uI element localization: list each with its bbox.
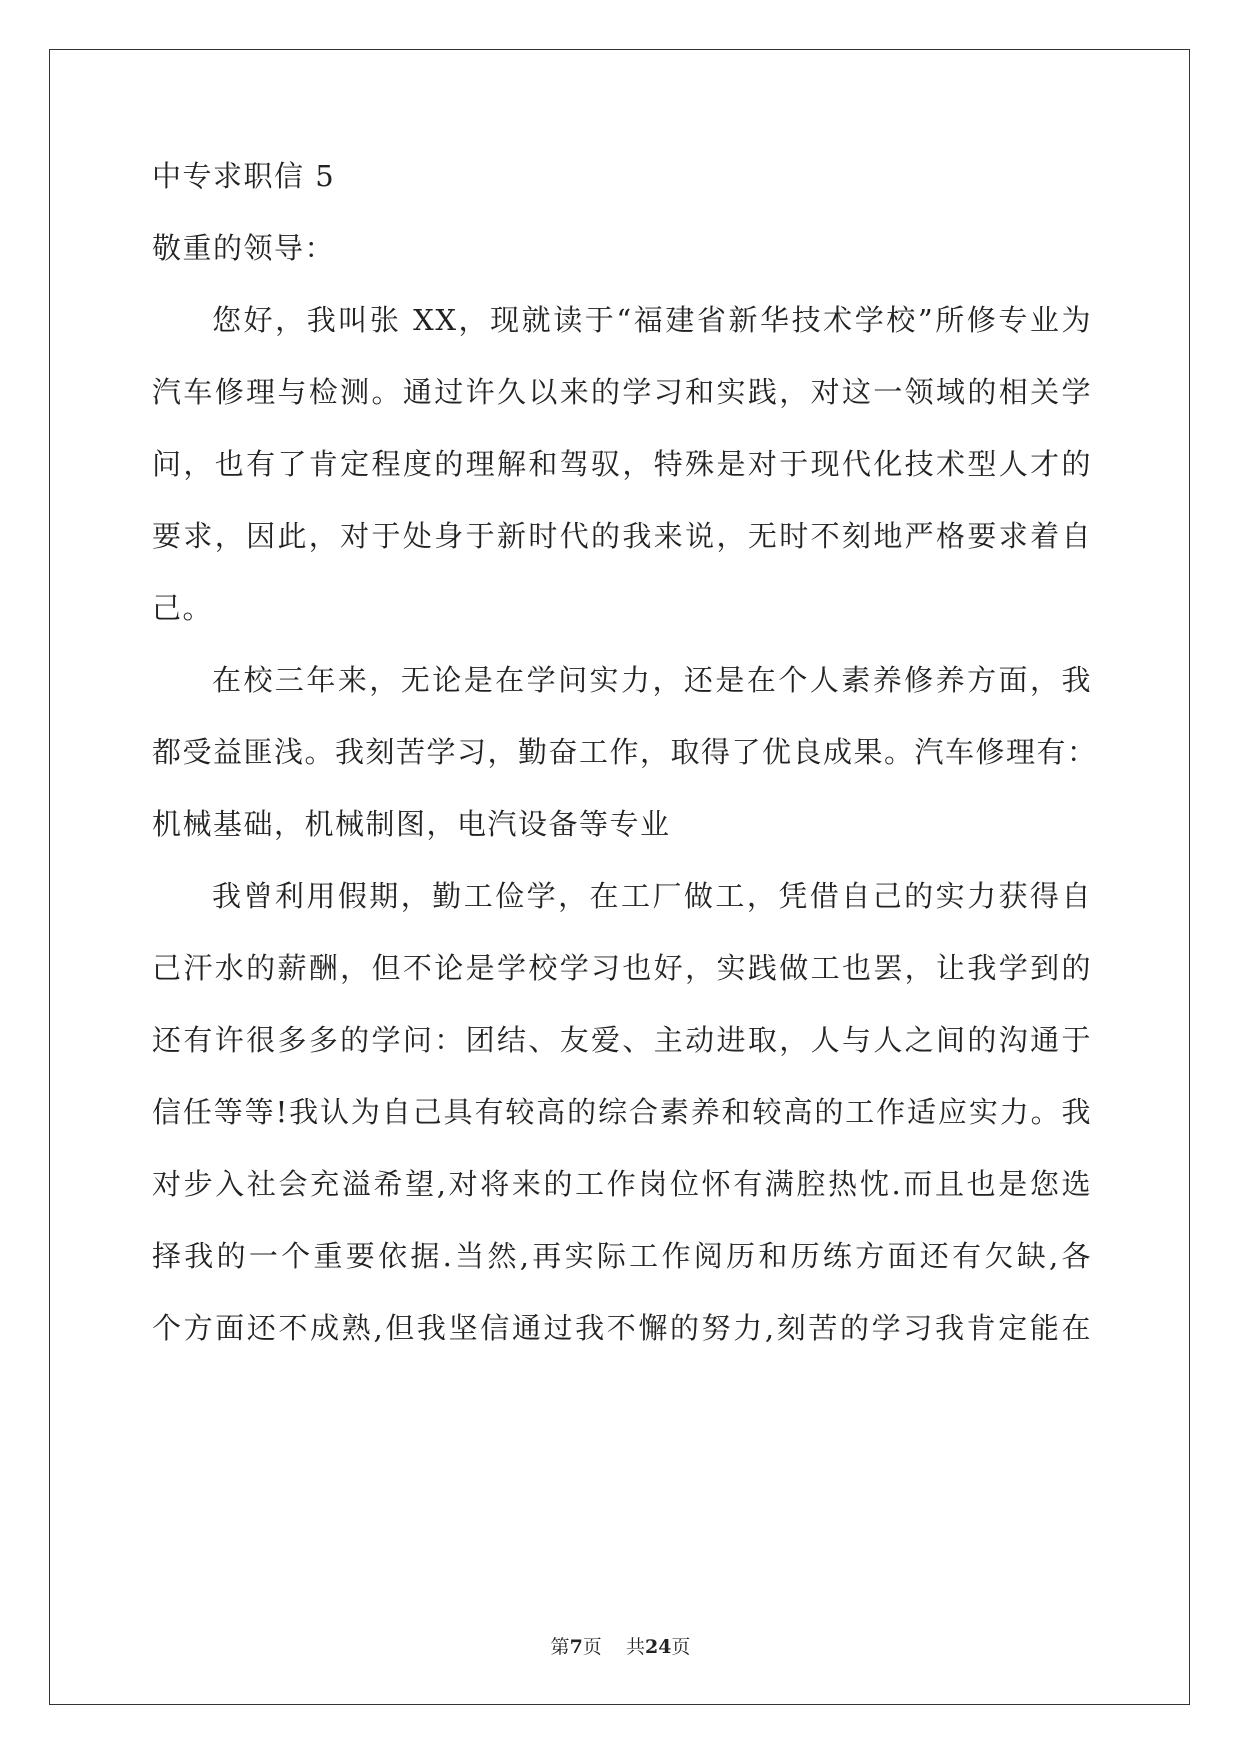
body-line: 问，也有了肯定程度的理解和驾驭，特殊是对于现代化技术型人才的 [152,447,1092,481]
body-line: 要求，因此，对于处身于新时代的我来说，无时不刻地严格要求着自 [152,519,1092,553]
body-line: 个方面还不成熟,但我坚信通过我不懈的努力,刻苦的学习我肯定能在 [152,1311,1092,1345]
body-line: 己汗水的薪酬，但不论是学校学习也好，实践做工也罢，让我学到的 [152,951,1092,985]
body-line: 己。 [152,591,214,625]
body-line: 对步入社会充溢希望,对将来的工作岗位怀有满腔热忱.而且也是您选 [152,1167,1092,1201]
body-line: 还有许很多多的学问：团结、友爱、主动进取，人与人之间的沟通于 [152,1023,1092,1057]
body-line: 汽车修理与检测。通过许久以来的学习和实践，对这一领域的相关学 [152,375,1092,409]
body-line: 择我的一个重要依据.当然,再实际工作阅历和历练方面还有欠缺,各 [152,1239,1092,1273]
body-line: 您好，我叫张 XX，现就读于“福建省新华技术学校”所修专业为 [212,303,1092,337]
page-footer [0,1635,1241,1659]
body-line: 都受益匪浅。我刻苦学习，勤奋工作，取得了优良成果。汽车修理有： [152,735,1098,769]
total-page-number: 24 [644,1636,672,1658]
footer-prefix: 第 [550,1636,570,1658]
body-line: 机械基础，机械制图，电汽设备等专业 [152,807,671,841]
body-line: 信任等等!我认为自己具有较高的综合素养和较高的工作适应实力。我 [152,1095,1092,1129]
document-title: 中专求职信 5 [152,159,336,193]
body-line: 在校三年来，无论是在学问实力，还是在个人素养修养方面，我 [212,663,1092,697]
current-page-number: 7 [569,1636,583,1658]
body-line: 我曾利用假期，勤工俭学，在工厂做工，凭借自己的实力获得自 [212,879,1092,913]
salutation: 敬重的领导： [152,231,336,265]
footer-suffix: 页 [671,1636,691,1658]
footer-middle: 页 共 [582,1636,645,1658]
